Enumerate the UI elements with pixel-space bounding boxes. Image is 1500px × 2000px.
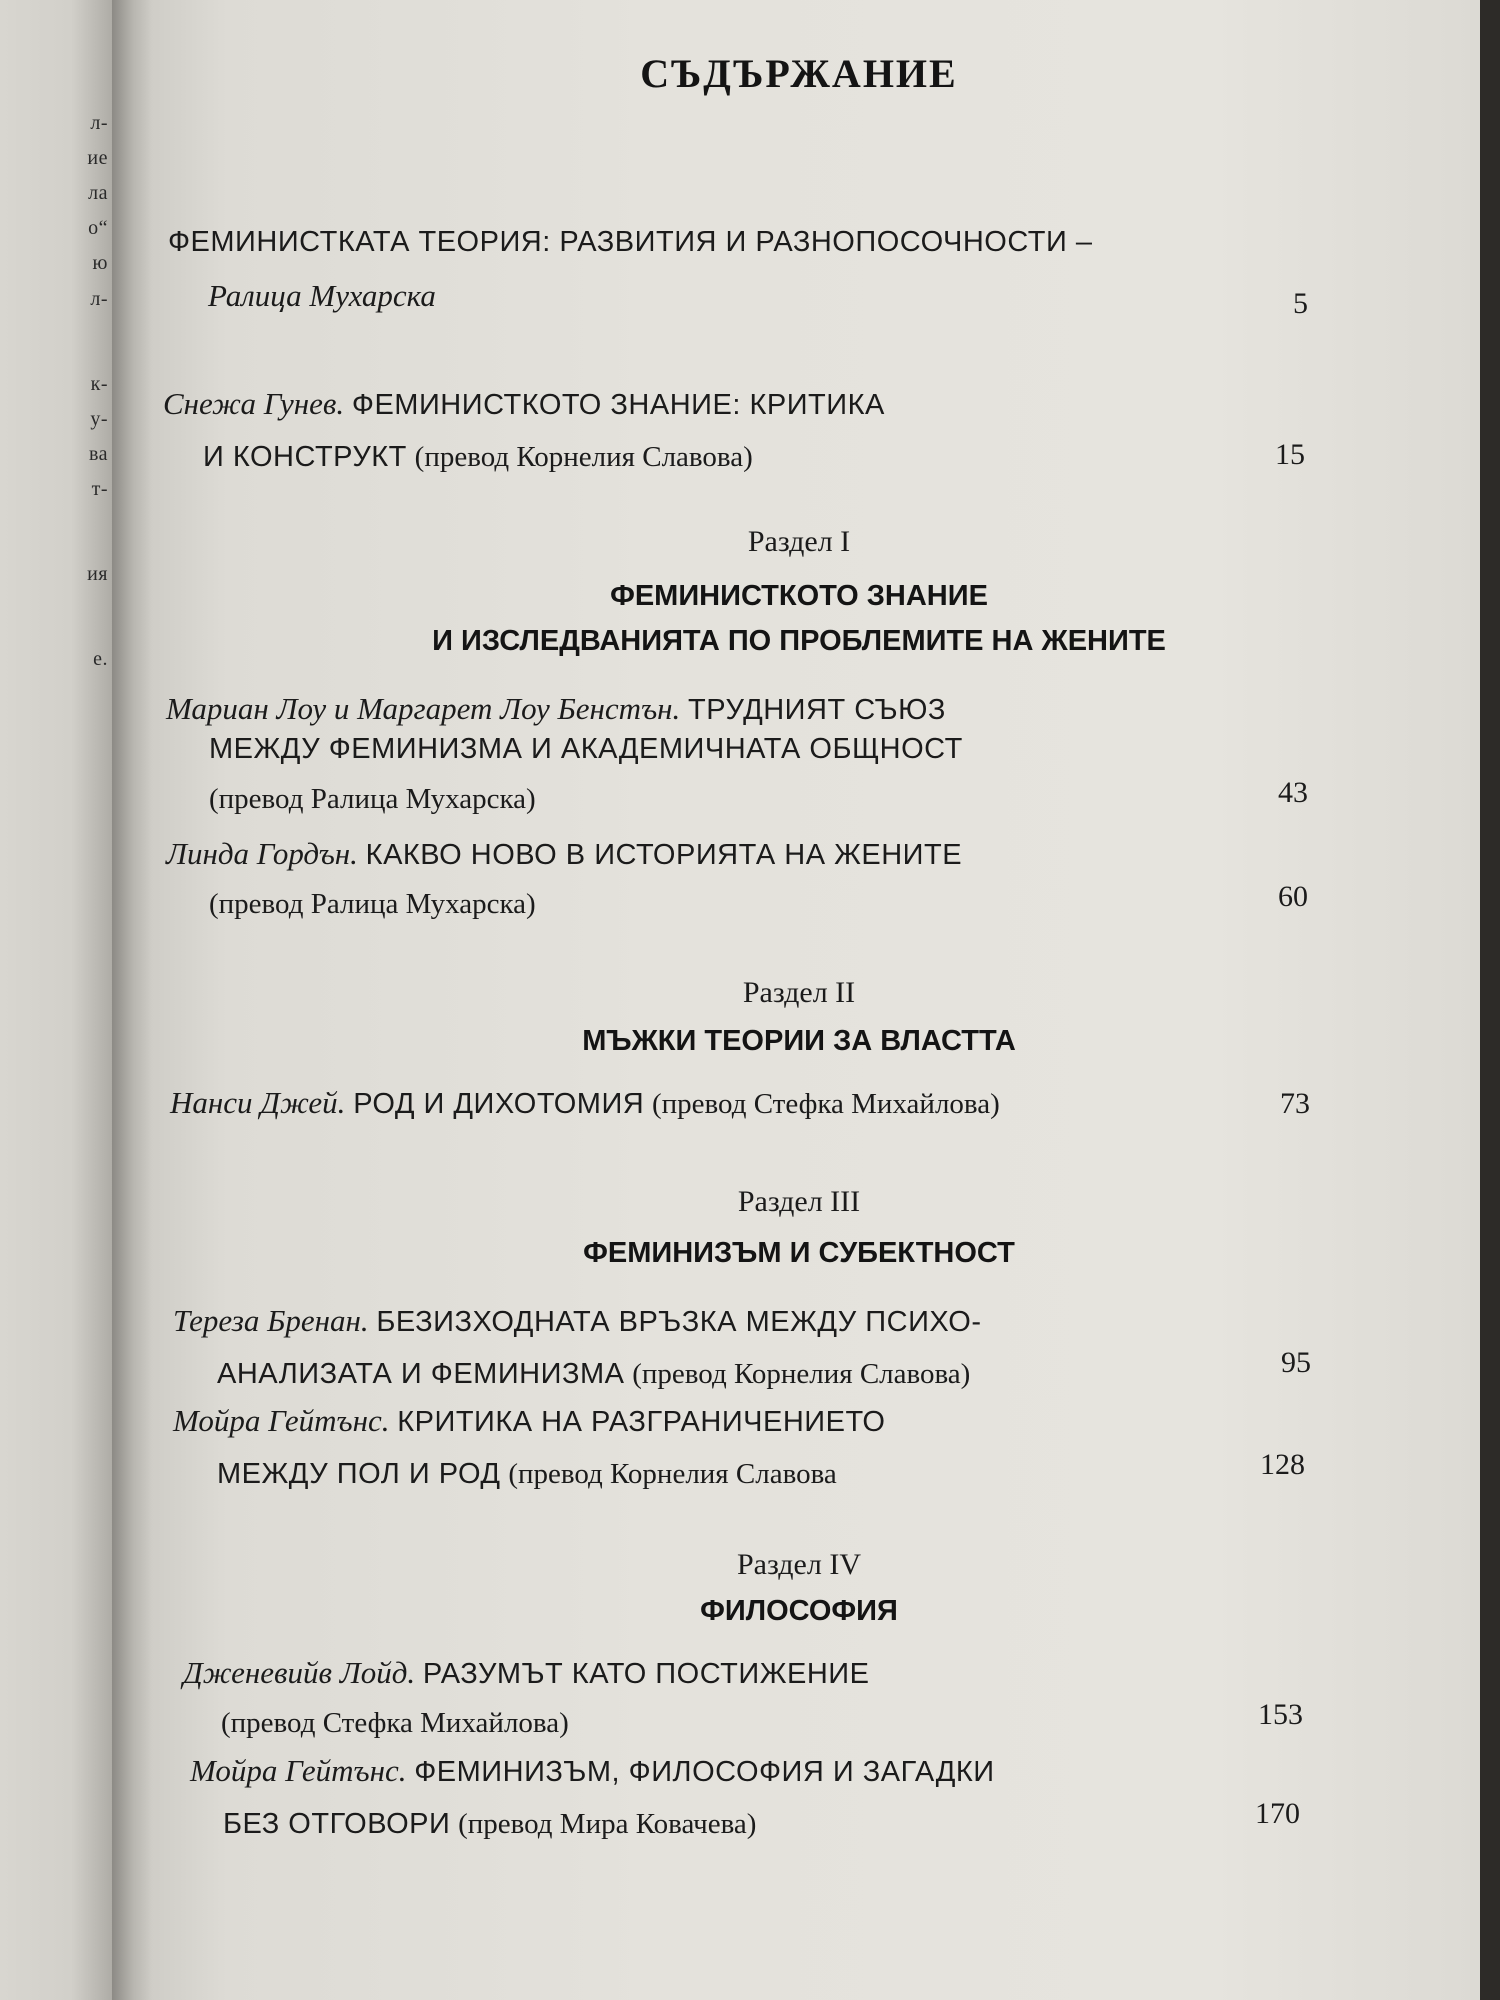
entry-title: КАКВО НОВО В ИСТОРИЯТА НА ЖЕНИТЕ [365,839,963,871]
left-page-fragment: к- [90,373,108,395]
entry-author: Линда Гордън. [166,836,358,871]
left-page-fragment: ю [92,252,108,274]
left-page-fragment: о“ [88,217,108,239]
entry-title-continued: АНАЛИЗАТА И ФЕМИНИЗМА [217,1358,625,1390]
entry-title: ФЕМИНИСТКОТО ЗНАНИЕ: КРИТИКА [351,389,885,421]
entry-author: Нанси Джей. [170,1085,346,1120]
entry-title: ФЕМИНИЗЪМ, ФИЛОСОФИЯ И ЗАГАДКИ [414,1756,995,1788]
entry-translator: (превод Корнелия Славова [508,1458,837,1490]
entry-title-continued: МЕЖДУ ПОЛ И РОД [217,1458,501,1490]
toc-entry [173,1305,1423,1405]
section-heading: МЪЖКИ ТЕОРИИ ЗА ВЛАСТТА [582,1025,1016,1057]
entry-title: ТРУДНИЯТ СЪЮЗ [688,694,946,726]
toc-entry [173,1405,1423,1505]
entry-title-continued: МЕЖДУ ФЕМИНИЗМА И АКАДЕМИЧНАТА ОБЩНОСТ [209,733,963,765]
contents-page [118,0,1480,2000]
entry-title-continued: И КОНСТРУКТ [203,441,407,473]
page-number: 153 [1258,1698,1303,1731]
entry-translator: (превод Ралица Мухарска) [209,888,536,920]
book-gutter-shadow [112,0,152,2000]
section-label: Раздел IV [736,1548,861,1581]
toc-entry [190,1755,1440,1855]
entry-translator: (превод Корнелия Славова) [632,1358,971,1390]
entry-author: Мариан Лоу и Маргарет Лоу Бенстън. [166,691,681,726]
left-page-fragment: е. [93,648,108,670]
left-page-fragment: ие [87,147,108,169]
toc-entry [168,228,1418,338]
page-number: 170 [1255,1797,1300,1830]
entry-translator: (превод Ралица Мухарска) [209,783,536,815]
section-label: Раздел II [742,976,856,1009]
left-page-fragment: л- [90,288,108,310]
entry-author: Ралица Мухарска [208,278,436,313]
entry-title-continued: БЕЗ ОТГОВОРИ [223,1808,451,1840]
left-page-fragment: ия [87,563,108,585]
entry-author: Снежа Гунев. [163,386,345,421]
left-page-fragment: ла [88,182,108,204]
entry-translator: (превод Стефка Михайлова) [221,1707,569,1739]
entry-translator: (превод Стефка Михайлова) [652,1088,1000,1120]
toc-entry [166,693,1416,853]
page-number: 5 [1293,287,1308,320]
page-number: 15 [1275,438,1305,471]
entry-title: ФЕМИНИСТКАТА ТЕОРИЯ: РАЗВИТИЯ И РАЗНОПОСОЧНОСТИ – [168,226,1093,258]
background-edge [1480,0,1500,2000]
entry-title: БЕЗИЗХОДНАТА ВРЪЗКА МЕЖДУ ПСИХО- [376,1306,982,1338]
entry-author: Дженевийв Лойд. [183,1655,416,1690]
toc-entry [163,388,1413,498]
left-page-fragment: л- [90,112,108,134]
entry-author: Тереза Бренан. [173,1303,369,1338]
left-page-fragment: у- [90,408,108,430]
entry-author: Мойра Гейтънс. [173,1403,390,1438]
entry-title: КРИТИКА НА РАЗГРАНИЧЕНИЕТО [397,1406,886,1438]
section-label: Раздел I [747,525,851,558]
toc-entry [183,1657,1433,1757]
toc-entry [166,838,1416,938]
section-heading: ФЕМИНИЗЪМ И СУБЕКТНОСТ [583,1237,1015,1269]
page-title: СЪДЪРЖАНИЕ [640,51,958,96]
section-heading: ФЕМИНИСТКОТО ЗНАНИЕ [610,580,988,612]
toc-entry [170,1087,1420,1137]
page-number: 73 [1280,1087,1310,1120]
left-facing-page [0,0,118,2000]
page-number: 95 [1281,1346,1311,1379]
entry-title: РОД И ДИХОТОМИЯ [353,1088,645,1120]
section-heading: И ИЗСЛЕДВАНИЯТА ПО ПРОБЛЕМИТЕ НА ЖЕНИТЕ [432,625,1166,657]
left-page-fragment: т- [91,478,108,500]
entry-translator: (превод Корнелия Славова) [414,441,753,473]
page-number: 60 [1278,880,1308,913]
page-number: 43 [1278,776,1308,809]
left-page-fragment: ва [88,443,108,465]
section-label: Раздел III [737,1185,861,1218]
entry-translator: (превод Мира Ковачева) [458,1808,757,1840]
entry-author: Мойра Гейтънс. [190,1753,407,1788]
entry-title: РАЗУМЪТ КАТО ПОСТИЖЕНИЕ [422,1658,870,1690]
section-heading: ФИЛОСОФИЯ [700,1595,898,1627]
page-number: 128 [1260,1448,1305,1481]
